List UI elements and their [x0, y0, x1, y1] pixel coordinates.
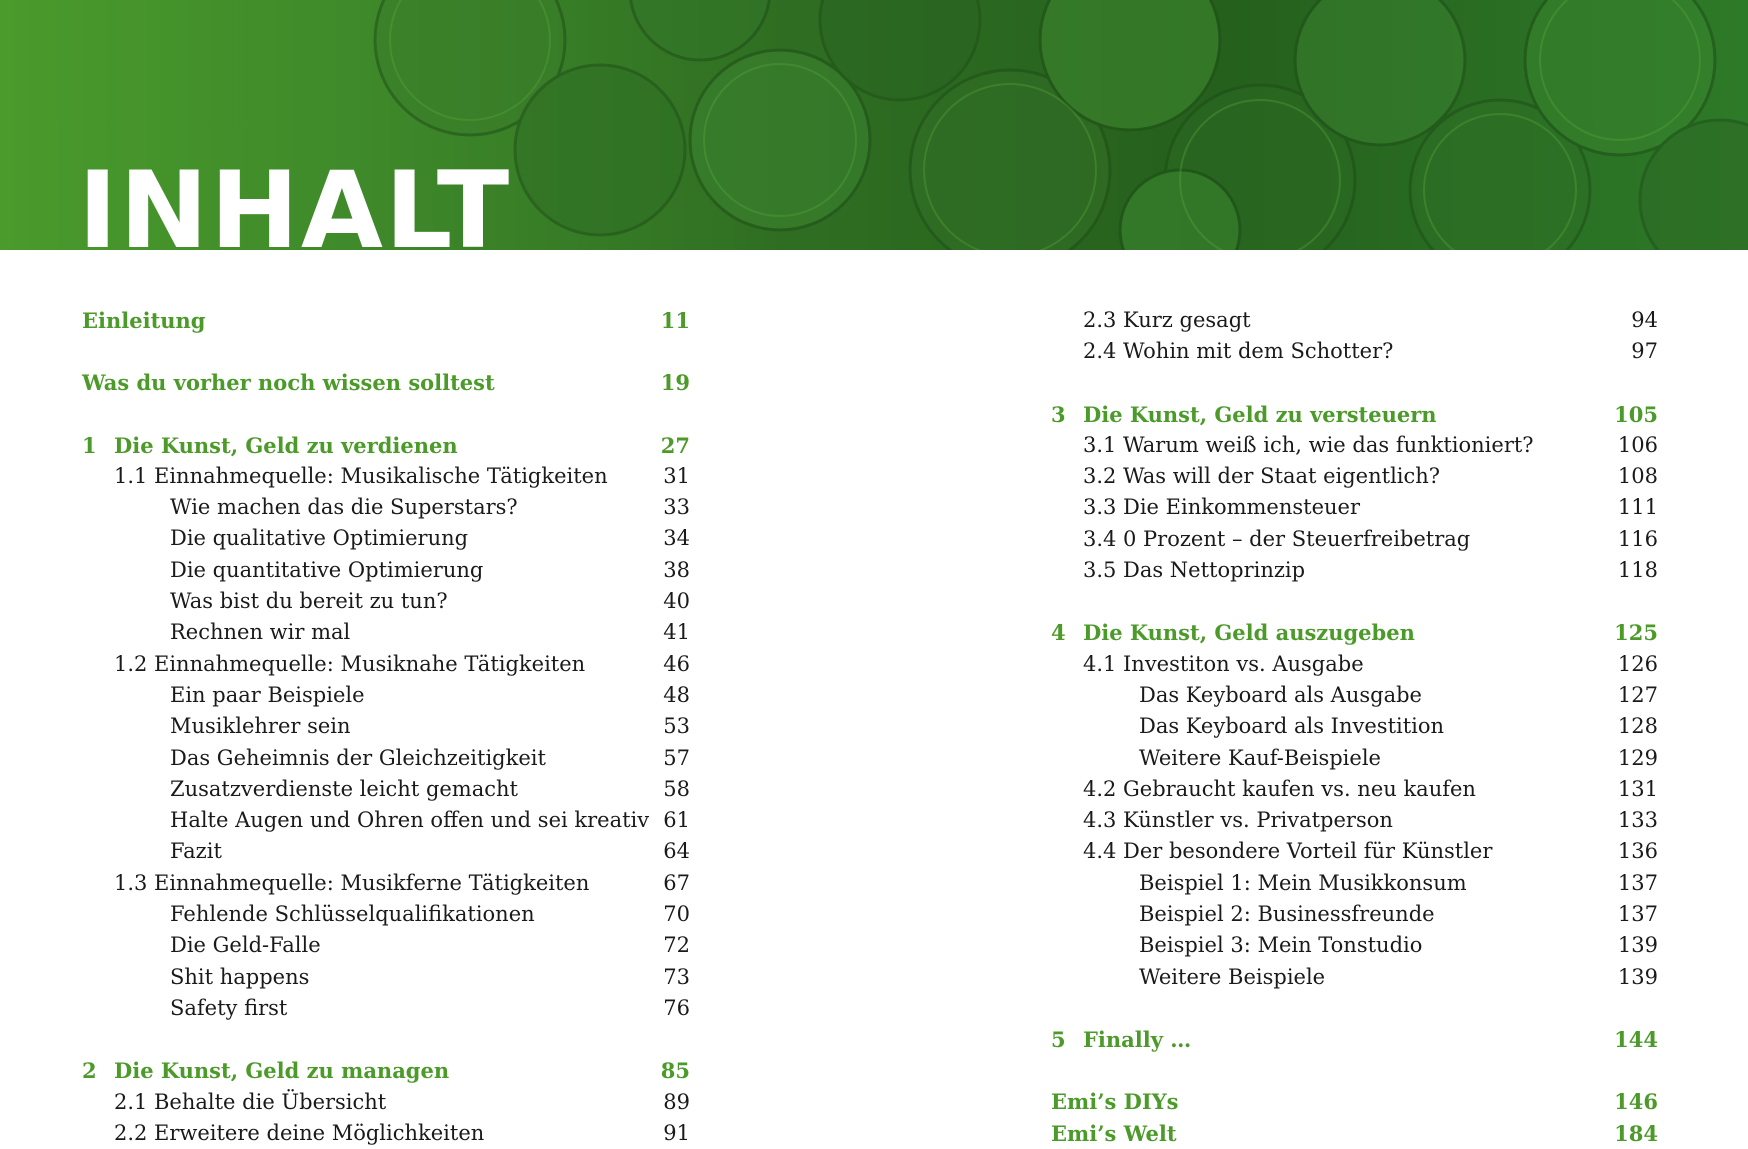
page-title: INHALT	[78, 158, 512, 250]
toc-entry-title: Die Kunst, Geld zu managen	[114, 1058, 450, 1084]
toc-entry[interactable]	[1051, 617, 1658, 648]
toc-entry[interactable]	[82, 774, 690, 805]
toc-entry-title: Kurz gesagt	[1123, 308, 1251, 332]
toc-entry-title: Erweitere deine Möglichkeiten	[154, 1120, 485, 1145]
toc-entry-number: 4.4	[1083, 839, 1117, 864]
toc-entry-number: 4.1	[1083, 651, 1117, 676]
toc-entry-number: 5	[1051, 1026, 1066, 1052]
toc-entry-title: Wie machen das die Superstars?	[170, 495, 518, 520]
toc-entry-title: Fehlende Schlüsselqualifikationen	[170, 902, 535, 927]
toc-entry-title: Die Kunst, Geld zu versteuern	[1083, 401, 1437, 427]
toc-entry-title: Rechnen wir mal	[170, 620, 351, 645]
toc-entry-page-number: 136	[1617, 839, 1658, 864]
toc-entry-page-number: 116	[1617, 526, 1658, 551]
toc-entry-page-number: 73	[663, 964, 690, 989]
toc-entry-page-number: 91	[663, 1120, 690, 1145]
toc-entry[interactable]	[82, 1087, 690, 1118]
toc-entry[interactable]	[1051, 899, 1658, 930]
toc-entry-page-number: 108	[1617, 464, 1658, 489]
toc-entry-page-number: 40	[663, 589, 690, 614]
toc-entry-page-number: 76	[663, 995, 690, 1020]
toc-entry-page-number: 72	[663, 933, 690, 958]
toc-entry-page-number: 33	[663, 495, 690, 520]
toc-entry-title: Gebraucht kaufen vs. neu kaufen	[1123, 776, 1476, 801]
toc-entry[interactable]	[82, 930, 690, 961]
toc-entry-page-number: 27	[660, 432, 690, 458]
toc-entry-page-number: 125	[1614, 620, 1658, 646]
toc-entry-title: Investiton vs. Ausgabe	[1123, 651, 1364, 676]
toc-entry-page-number: 19	[660, 370, 690, 396]
toc-entry-title: Wohin mit dem Schotter?	[1123, 339, 1394, 364]
toc-entry-title: Beispiel 2: Businessfreunde	[1139, 902, 1435, 927]
toc-entry[interactable]	[82, 617, 690, 648]
toc-entry-page-number: 70	[663, 902, 690, 927]
toc-entry-page-number: 61	[663, 808, 690, 833]
toc-entry-title: Was bist du bereit zu tun?	[170, 589, 448, 614]
toc-entry-title: 0 Prozent – der Steuerfreibetrag	[1123, 526, 1471, 551]
toc-entry[interactable]	[82, 868, 690, 899]
toc-entry-title: Beispiel 3: Mein Tonstudio	[1139, 933, 1423, 958]
toc-entry-title: Einnahmequelle: Musikalische Tätigkeiten	[154, 463, 608, 488]
toc-entry[interactable]	[1051, 649, 1658, 680]
toc-entry-number: 2.2	[114, 1120, 148, 1145]
toc-left-column	[82, 305, 690, 1149]
toc-entry-page-number: 126	[1617, 651, 1658, 676]
toc-entry[interactable]	[1051, 305, 1658, 336]
toc-entry-page-number: 133	[1617, 808, 1658, 833]
toc-entry-page-number: 118	[1617, 558, 1658, 583]
toc-entry-title: Einnahmequelle: Musiknahe Tätigkeiten	[154, 651, 586, 676]
toc-entry-page-number: 139	[1617, 933, 1658, 958]
toc-entry[interactable]	[82, 743, 690, 774]
toc-entry-page-number: 127	[1617, 682, 1658, 707]
toc-entry-title: Einnahmequelle: Musikferne Tätigkeiten	[154, 870, 590, 895]
toc-entry-title: Zusatzverdienste leicht gemacht	[170, 776, 518, 801]
toc-entry-number: 2.3	[1083, 308, 1117, 332]
toc-entry-title: Emi’s DIYs	[1051, 1089, 1179, 1115]
toc-entry-title: Die Kunst, Geld zu verdienen	[114, 432, 458, 458]
toc-entry[interactable]	[1051, 492, 1658, 523]
toc-entry-title: Das Nettoprinzip	[1123, 558, 1306, 583]
toc-entry-number: 2.4	[1083, 339, 1117, 364]
toc-entry-number: 3	[1051, 401, 1066, 427]
toc-entry-page-number: 184	[1614, 1120, 1658, 1146]
toc-entry[interactable]	[1051, 555, 1658, 586]
toc-entry[interactable]	[1051, 461, 1658, 492]
toc-entry-page-number: 137	[1617, 902, 1658, 927]
toc-entry-title: Fazit	[170, 839, 222, 864]
toc-entry[interactable]	[1051, 930, 1658, 961]
toc-entry[interactable]	[82, 805, 690, 836]
toc-entry-number: 3.2	[1083, 464, 1117, 489]
toc-entry-page-number: 58	[663, 776, 690, 801]
toc-entry-number: 4	[1051, 620, 1066, 646]
toc-entry-page-number: 64	[663, 839, 690, 864]
toc-entry-number: 4.3	[1083, 808, 1117, 833]
toc-entry-number: 1.1	[114, 463, 148, 488]
toc-entry-number: 2.1	[114, 1089, 148, 1114]
toc-entry[interactable]	[1051, 680, 1658, 711]
toc-entry[interactable]	[1051, 336, 1658, 367]
toc-entry[interactable]	[1051, 868, 1658, 899]
toc-entry-number: 3.3	[1083, 495, 1117, 520]
toc-entry-page-number: 53	[663, 714, 690, 739]
toc-entry-page-number: 34	[663, 526, 690, 551]
toc-entry[interactable]	[82, 899, 690, 930]
toc-entry[interactable]	[1051, 1024, 1658, 1055]
toc-entry[interactable]	[82, 1118, 690, 1149]
toc-entry[interactable]	[82, 1055, 690, 1086]
toc-entry-number: 1.3	[114, 870, 148, 895]
toc-entry-title: Beispiel 1: Mein Musikkonsum	[1139, 870, 1467, 895]
toc-entry[interactable]	[82, 649, 690, 680]
toc-entry-title: Künstler vs. Privatperson	[1123, 808, 1393, 833]
toc-entry-title: Die quantitative Optimierung	[170, 557, 484, 582]
toc-entry[interactable]	[1051, 430, 1658, 461]
toc-entry-page-number: 11	[660, 308, 690, 333]
toc-entry-page-number: 38	[663, 557, 690, 582]
toc-entry[interactable]	[1051, 743, 1658, 774]
toc-entry-number: 4.2	[1083, 776, 1117, 801]
toc-entry[interactable]	[1051, 1086, 1658, 1117]
toc-entry[interactable]	[1051, 962, 1658, 993]
toc-entry[interactable]	[82, 680, 690, 711]
toc-entry-page-number: 46	[663, 651, 690, 676]
toc-entry-title: Emi’s Welt	[1051, 1120, 1177, 1146]
toc-entry-title: Finally …	[1083, 1026, 1192, 1052]
toc-entry-page-number: 85	[660, 1058, 690, 1084]
toc-entry-number: 3.5	[1083, 558, 1117, 583]
toc-entry[interactable]	[82, 993, 690, 1024]
toc-entry-number: 3.1	[1083, 432, 1117, 457]
toc-entry[interactable]	[1051, 1118, 1658, 1149]
toc-entry-title: Halte Augen und Ohren offen und sei kreativ	[170, 808, 650, 833]
toc-entry-title: Ein paar Beispiele	[170, 682, 365, 707]
toc-entry-title: Was du vorher noch wissen solltest	[82, 370, 495, 396]
toc-entry-page-number: 89	[663, 1089, 690, 1114]
toc-entry[interactable]	[82, 305, 690, 336]
toc-entry-page-number: 94	[1631, 308, 1658, 332]
toc-entry-title: Die Geld-Falle	[170, 933, 321, 958]
toc-entry-number: 2	[82, 1058, 97, 1084]
toc-entry-title: Der besondere Vorteil für Künstler	[1123, 839, 1493, 864]
toc-entry-title: Weitere Kauf-Beispiele	[1139, 745, 1381, 770]
toc-entry[interactable]	[82, 430, 690, 461]
toc-entry-page-number: 111	[1617, 495, 1658, 520]
toc-entry[interactable]	[82, 367, 690, 398]
toc-entry-page-number: 97	[1631, 339, 1658, 364]
toc-entry-page-number: 41	[663, 620, 690, 645]
toc-entry-title: Musiklehrer sein	[170, 714, 351, 739]
toc-entry-page-number: 146	[1614, 1089, 1658, 1115]
toc-entry-page-number: 137	[1617, 870, 1658, 895]
toc-entry[interactable]	[1051, 524, 1658, 555]
toc-entry-page-number: 106	[1617, 432, 1658, 457]
toc-entry[interactable]	[1051, 836, 1658, 867]
toc-entry-title: Shit happens	[170, 964, 310, 989]
toc-entry[interactable]	[1051, 805, 1658, 836]
toc-entry-page-number: 48	[663, 682, 690, 707]
toc-entry-title: Weitere Beispiele	[1139, 964, 1326, 989]
toc-entry-title: Warum weiß ich, wie das funktioniert?	[1123, 432, 1534, 457]
toc-entry-page-number: 129	[1617, 745, 1658, 770]
toc-entry-title: Das Keyboard als Ausgabe	[1139, 682, 1422, 707]
toc-entry-number: 1	[82, 432, 97, 458]
toc-entry[interactable]	[1051, 711, 1658, 742]
toc-entry[interactable]	[1051, 774, 1658, 805]
toc-entry-title: Was will der Staat eigentlich?	[1123, 464, 1441, 489]
toc-entry[interactable]	[82, 523, 690, 554]
toc-entry-page-number: 144	[1614, 1026, 1658, 1052]
toc-entry[interactable]	[82, 555, 690, 586]
toc-entry-page-number: 131	[1617, 776, 1658, 801]
toc-entry-title: Das Geheimnis der Gleichzeitigkeit	[170, 745, 546, 770]
toc-entry-title: Behalte die Übersicht	[154, 1089, 387, 1114]
toc-right-column	[1051, 305, 1658, 1149]
toc-entry-number: 1.2	[114, 651, 148, 676]
toc-entry-number: 3.4	[1083, 526, 1117, 551]
toc-entry-page-number: 57	[663, 745, 690, 770]
toc-entry[interactable]	[82, 962, 690, 993]
toc-entry-page-number: 105	[1614, 401, 1658, 427]
toc-entry[interactable]	[82, 586, 690, 617]
toc-entry-page-number: 128	[1617, 714, 1658, 739]
toc-entry-page-number: 31	[663, 463, 690, 488]
toc-entry-page-number: 67	[663, 870, 690, 895]
header-banner	[0, 0, 1748, 250]
toc-entry[interactable]	[82, 836, 690, 867]
toc-entry-title: Das Keyboard als Investition	[1139, 714, 1445, 739]
toc-entry[interactable]	[82, 461, 690, 492]
toc-entry-title: Die qualitative Optimierung	[170, 526, 469, 551]
toc-entry-title: Die Einkommensteuer	[1123, 495, 1361, 520]
toc-entry[interactable]	[82, 492, 690, 523]
toc-entry-title: Die Kunst, Geld auszugeben	[1083, 620, 1415, 646]
toc-entry[interactable]	[82, 711, 690, 742]
toc-entry-page-number: 139	[1617, 964, 1658, 989]
toc-entry-title: Einleitung	[82, 308, 206, 333]
toc-entry-title: Safety first	[170, 995, 288, 1020]
toc-entry[interactable]	[1051, 399, 1658, 430]
